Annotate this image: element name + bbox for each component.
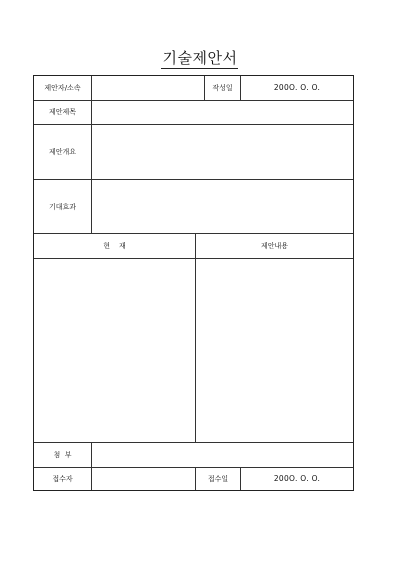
date-label: 작성일 bbox=[212, 84, 233, 92]
proposer-field[interactable] bbox=[92, 76, 204, 100]
proposer-label: 제안자/소속 bbox=[44, 84, 81, 92]
receiver-field[interactable] bbox=[92, 468, 195, 490]
proposal-header: 제안내용 bbox=[260, 242, 289, 250]
subject-field[interactable] bbox=[92, 101, 353, 124]
attachment-label: 첨 부 bbox=[53, 451, 72, 459]
proposal-form bbox=[33, 75, 354, 491]
current-content-area[interactable] bbox=[34, 259, 195, 442]
divider-row-4 bbox=[34, 233, 353, 234]
current-header: 현 재 bbox=[103, 242, 126, 250]
receipt-date-value[interactable]: 200O. O. O. bbox=[273, 474, 321, 483]
effect-field[interactable] bbox=[92, 180, 353, 233]
subject-label: 제안제목 bbox=[48, 108, 77, 116]
overview-label: 제안개요 bbox=[48, 148, 77, 156]
proposal-content-area[interactable] bbox=[196, 259, 353, 442]
document-title: 기술제안서 bbox=[162, 49, 238, 67]
title-underline bbox=[161, 68, 238, 69]
receipt-date-label: 접수일 bbox=[207, 475, 229, 483]
date-value[interactable]: 200O. O. O. bbox=[273, 83, 321, 92]
receiver-label: 접수자 bbox=[52, 475, 73, 483]
effect-label: 기대효과 bbox=[48, 203, 77, 211]
attachment-field[interactable] bbox=[92, 443, 353, 467]
overview-field[interactable] bbox=[92, 125, 353, 179]
